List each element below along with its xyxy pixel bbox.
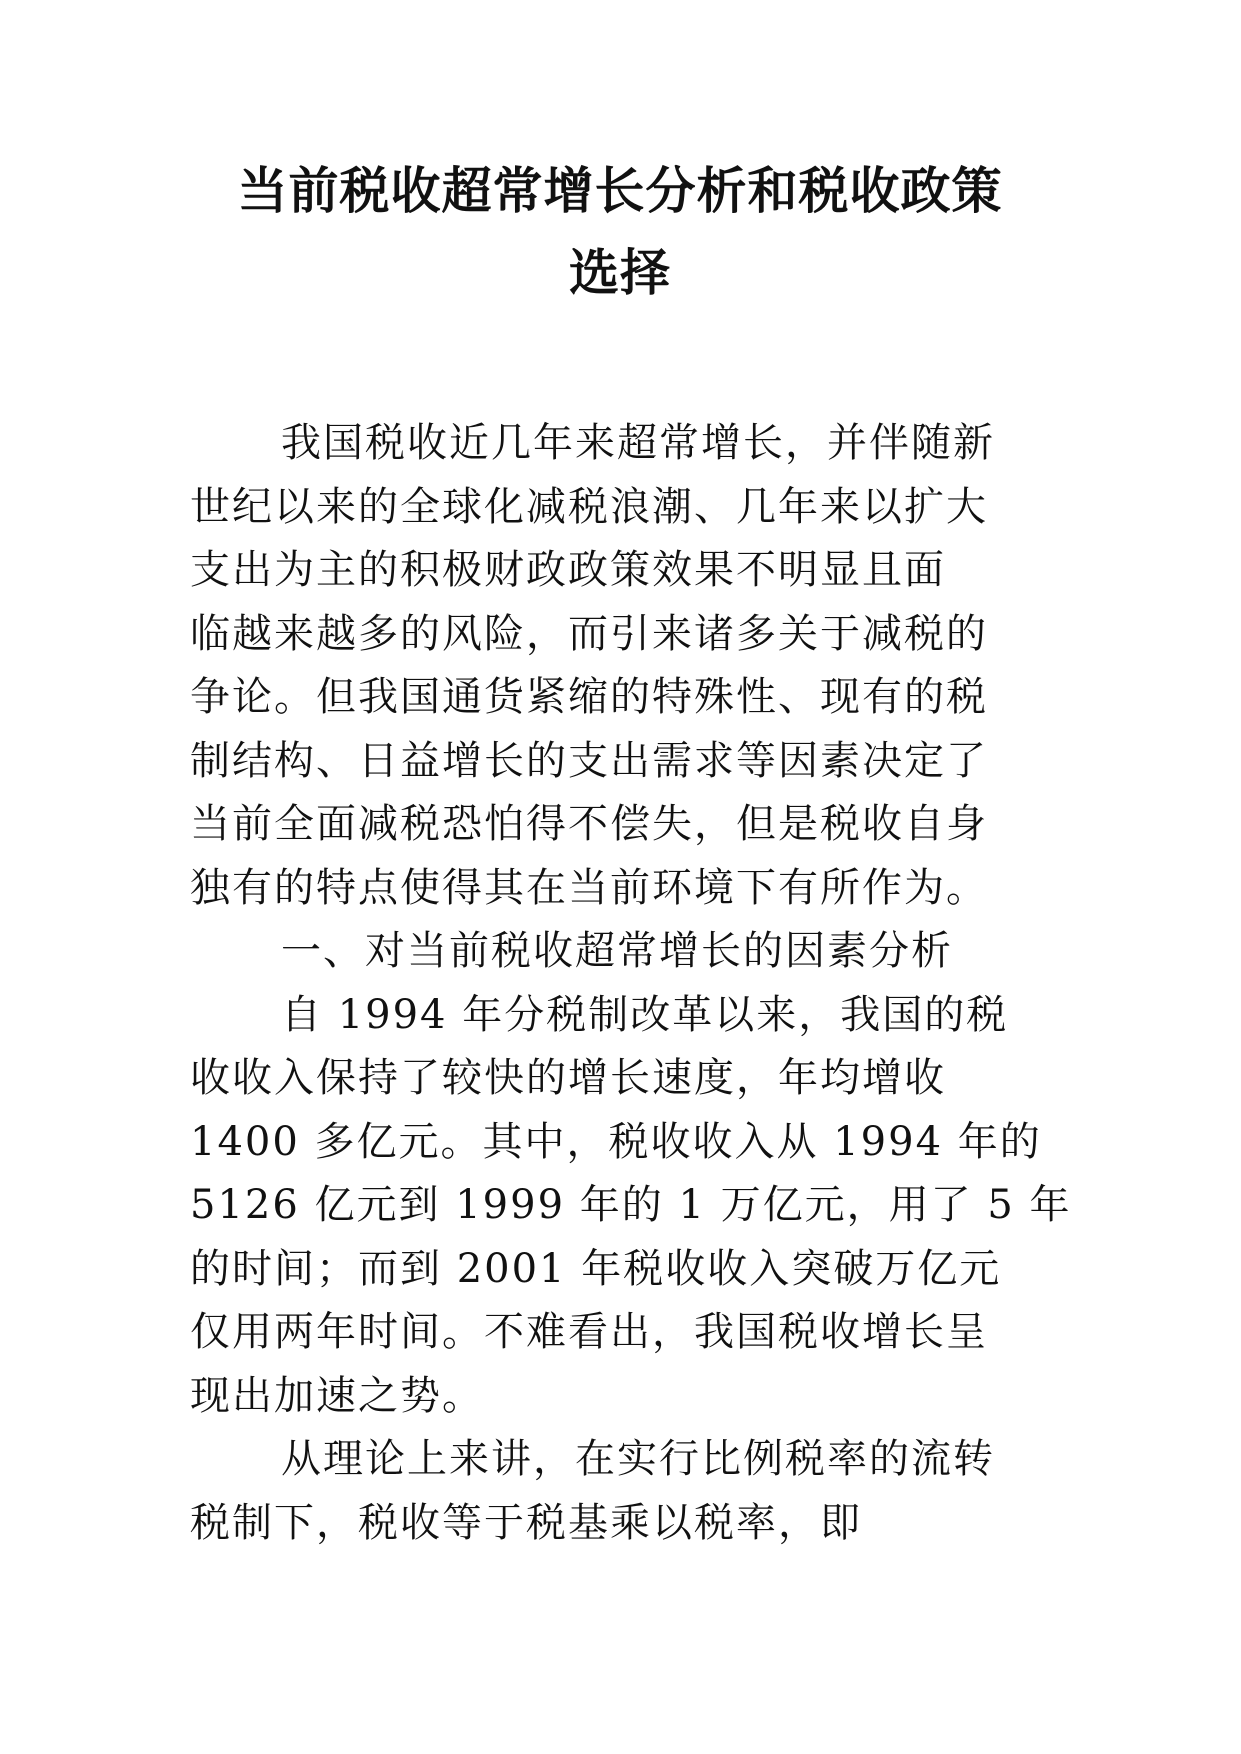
text-line: 当前全面减税恐怕得不偿失，但是税收自身 [190, 801, 988, 847]
text-line: 5126 亿元到 1999 年的 1 万亿元，用了 5 年 [190, 1182, 1072, 1228]
text-line: 支出为主的积极财政政策效果不明显且面 [190, 547, 946, 593]
title-line: 选择 [569, 244, 671, 302]
document-title [190, 150, 1050, 314]
document-body [190, 412, 1090, 1555]
text-line: 世纪以来的全球化减税浪潮、几年来以扩大 [190, 483, 988, 530]
text-line: 税制下，税收等于税基乘以税率，即 [190, 1499, 862, 1546]
text-line: 收收入保持了较快的增长速度，年均增收 [190, 1055, 946, 1101]
text-line: 现出加速之势。 [190, 1372, 484, 1419]
text-line: 我国税收近几年来超常增长，并伴随新 [281, 420, 995, 466]
text-line: 1400 多亿元。其中，税收收入从 1994 年的 [190, 1118, 1042, 1165]
text-line: 从理论上来讲，在实行比例税率的流转 [281, 1436, 995, 1482]
text-line: 独有的特点使得其在当前环境下有所作为。 [190, 864, 988, 911]
text-line: 自 1994 年分税制改革以来，我国的税 [281, 991, 1009, 1038]
text-line: 制结构、日益增长的支出需求等因素决定了 [190, 737, 988, 784]
text-line: 一、对当前税收超常增长的因素分析 [281, 928, 953, 974]
title-line: 当前税收超常增长分析和税收政策 [237, 162, 1003, 220]
text-line: 临越来越多的风险，而引来诸多关于减税的 [190, 610, 988, 657]
text-line: 仅用两年时间。不难看出，我国税收增长呈 [190, 1309, 988, 1355]
text-line: 的时间；而到 2001 年税收收入突破万亿元 [190, 1245, 1002, 1292]
text-line: 争论。但我国通货紧缩的特殊性、现有的税 [190, 674, 988, 720]
